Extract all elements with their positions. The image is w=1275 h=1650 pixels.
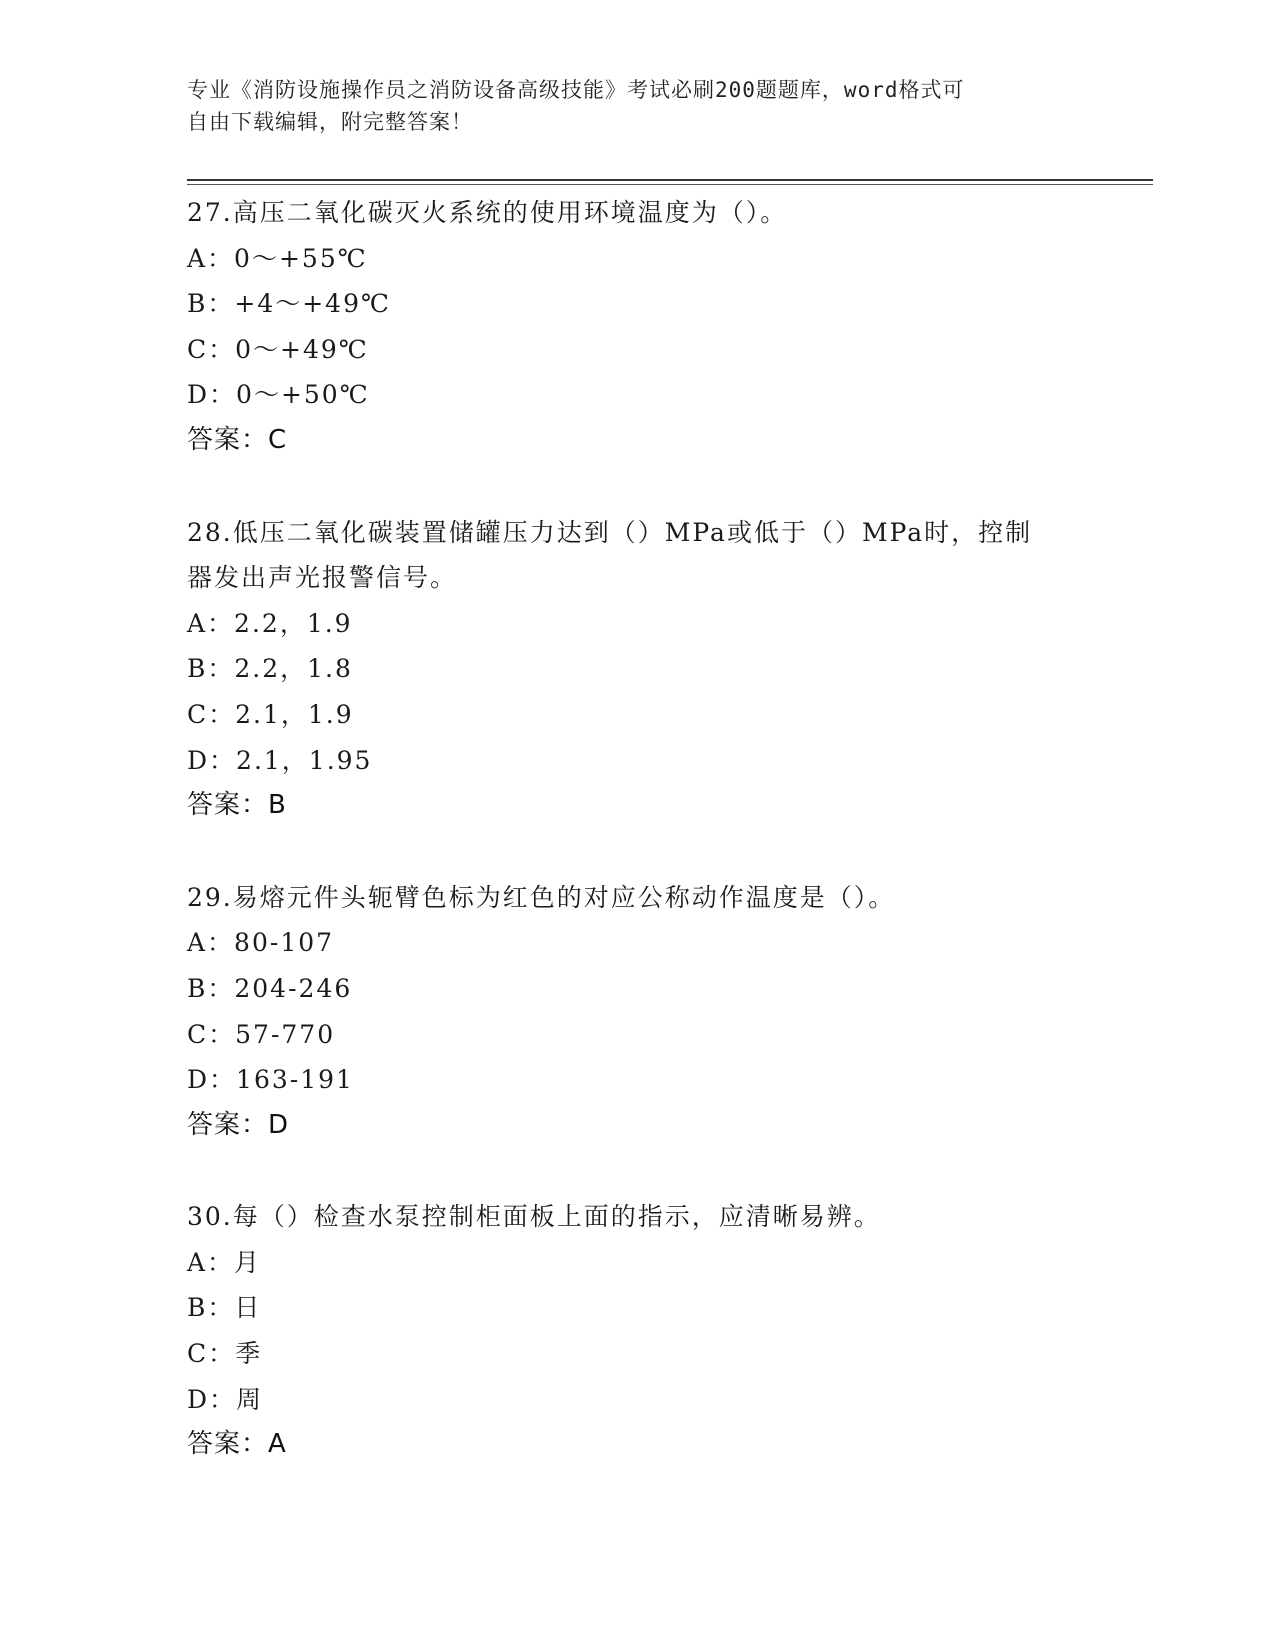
option-a: A：2.2，1.9 — [187, 608, 353, 638]
question-stem: 27.高压二氧化碳灭火系统的使用环境温度为（）。 — [187, 198, 788, 227]
answer-line: 答案：D — [187, 1109, 290, 1140]
option-d: D：0～+50℃ — [187, 380, 370, 410]
header-divider-thin — [187, 184, 1153, 185]
option-d: D：周 — [187, 1384, 264, 1414]
option-a: A：80-107 — [187, 928, 335, 958]
option-a: A：0～+55℃ — [187, 243, 368, 273]
question-list — [187, 190, 1107, 1514]
document-header: 专业《消防设施操作员之消防设备高级技能》考试必刷200题题库，word格式可 自由下载编辑，附完整答案！ — [187, 78, 965, 134]
option-b: B：+4～+49℃ — [187, 289, 391, 319]
question-30 — [187, 1194, 1107, 1468]
question-stem: 28.低压二氧化碳装置储罐压力达到（）MPa或低于（）MPa时，控制 器发出声光报警信号。 — [187, 517, 1033, 593]
question-29 — [187, 875, 1107, 1149]
option-c: C：2.1，1.9 — [187, 699, 354, 729]
option-d: D：2.1，1.95 — [187, 745, 373, 775]
answer-line: 答案：A — [187, 1429, 287, 1460]
option-c: C：57-770 — [187, 1019, 336, 1049]
answer-line: 答案：B — [187, 790, 287, 821]
question-stem: 30.每（）检查水泵控制柜面板上面的指示，应清晰易辨。 — [187, 1202, 881, 1232]
option-c: C：季 — [187, 1339, 263, 1369]
header-divider-thick — [187, 179, 1153, 181]
question-28 — [187, 510, 1107, 829]
question-27 — [187, 190, 1107, 464]
option-d: D：163-191 — [187, 1065, 354, 1095]
answer-line: 答案：C — [187, 424, 288, 455]
option-b: B：2.2，1.8 — [187, 654, 353, 684]
option-b: B：204-246 — [187, 973, 353, 1003]
option-b: B：日 — [187, 1293, 262, 1323]
question-stem: 29.易熔元件头轭臂色标为红色的对应公称动作温度是（）。 — [187, 882, 896, 912]
option-a: A：月 — [187, 1247, 262, 1277]
option-c: C：0～+49℃ — [187, 334, 369, 364]
